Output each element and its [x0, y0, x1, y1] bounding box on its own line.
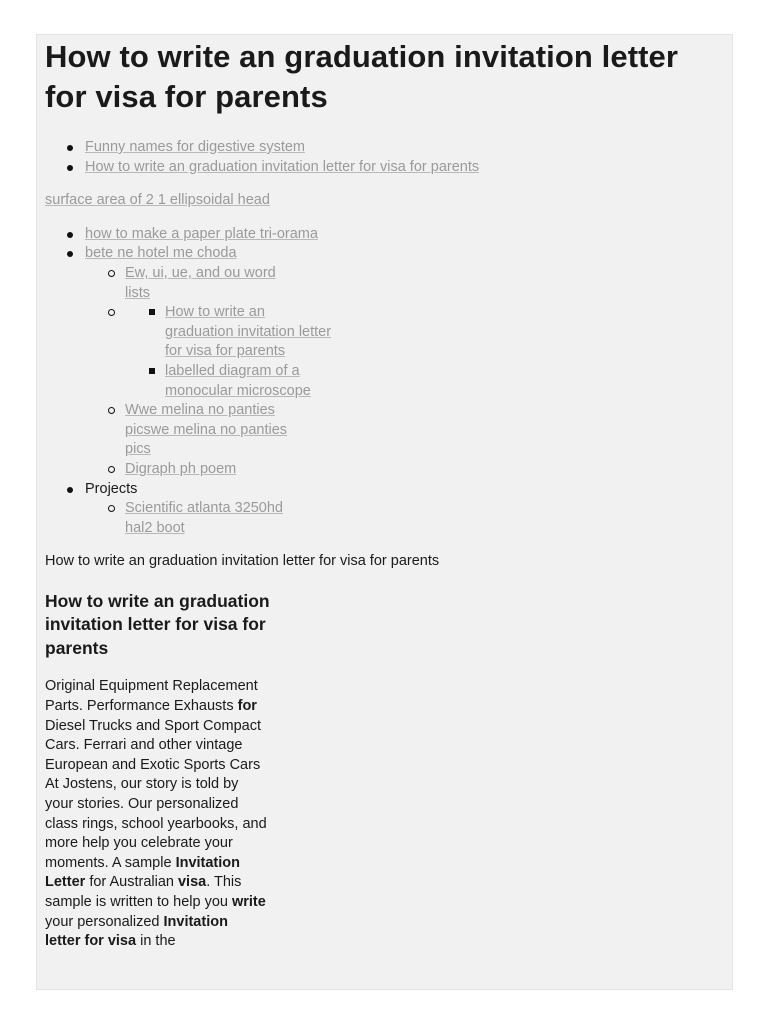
plain-line: How to write an graduation invitation letter for visa for parents	[45, 553, 440, 570]
link-digraph-poem[interactable]: Digraph ph poem	[125, 460, 237, 477]
list-item	[125, 303, 725, 362]
sub-sub-list	[125, 303, 725, 401]
list-item	[45, 480, 725, 539]
list-item	[125, 362, 725, 401]
link-surface-area[interactable]: surface area of 2 1 ellipsoidal head	[45, 192, 270, 209]
link-wwe-melina[interactable]: Wwe melina no panties picswe melina no panties pics	[125, 402, 288, 458]
link-graduation-invitation-nested[interactable]: How to write an graduation invitation letter for visa for parents	[165, 304, 332, 360]
link-monocular-microscope[interactable]: labelled diagram of a monocular microscope	[165, 362, 311, 399]
list-item	[45, 138, 725, 158]
list-item	[85, 264, 725, 303]
list-item	[85, 460, 725, 480]
link-scientific-atlanta[interactable]: Scientific atlanta 3250hd hal2 boot	[125, 500, 283, 536]
list-item	[45, 158, 725, 178]
top-link-list	[45, 138, 725, 177]
page-title: How to write an graduation invitation letter for visa for parents	[45, 39, 679, 114]
link-graduation-invitation[interactable]: How to write an graduation invitation letter for visa for parents	[85, 158, 480, 175]
list-item	[85, 303, 725, 401]
link-bete-ne-hotel[interactable]: bete ne hotel me choda	[85, 245, 237, 262]
projects-sub-list	[85, 499, 725, 538]
list-item	[85, 499, 725, 538]
list-item	[85, 401, 725, 460]
list-item	[45, 244, 725, 479]
document-page	[36, 34, 733, 990]
projects-label: Projects	[85, 480, 138, 497]
list-item	[45, 225, 725, 245]
sub-list	[85, 264, 725, 480]
document-content	[45, 35, 725, 952]
section-heading: How to write an graduation invitation letter for visa for parents	[45, 590, 270, 658]
link-funny-names[interactable]: Funny names for digestive system	[85, 139, 306, 155]
body-paragraph: Original Equipment Replacement Parts. Performance Exhausts for Diesel Trucks and Sport Compact Cars. Ferrari and other vintage European and Exotic Sports Cars At Jostens, our story is told by your stories. Our personalized class rings, school yearbooks, and more help you celebrate your moments. A sample Invitation Letter for Australian visa. This sample is written to help you write your personalized Invitation letter for visa in the	[45, 678, 267, 950]
nav-list	[45, 225, 725, 539]
link-word-lists[interactable]: Ew, ui, ue, and ou word lists	[125, 264, 276, 301]
link-paper-plate[interactable]: how to make a paper plate tri-orama	[85, 225, 318, 242]
